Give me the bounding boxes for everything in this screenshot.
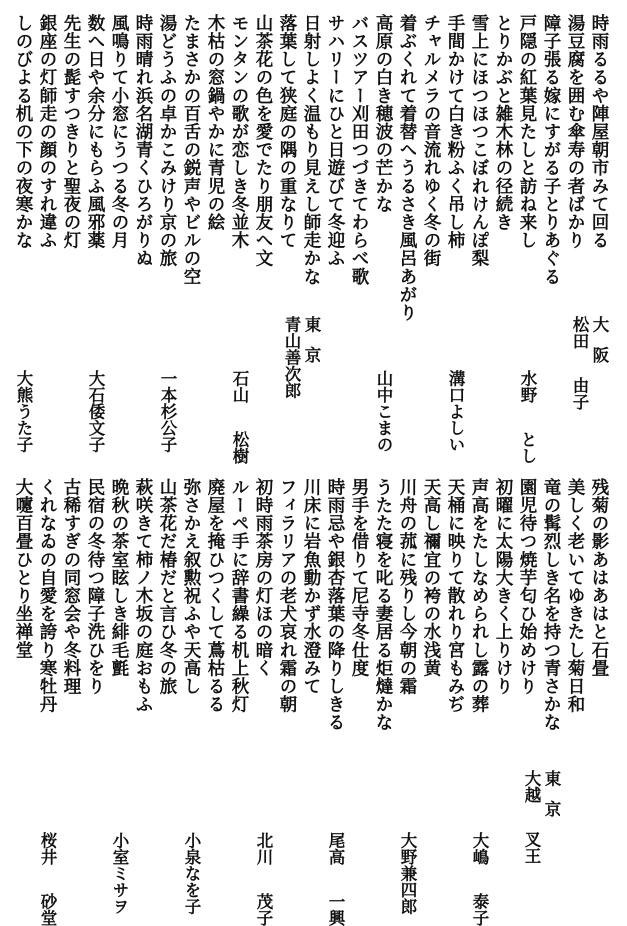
- author-name: 石山松樹: [230, 370, 249, 464]
- haiku-line: 銀座の灯師走の顔のすれ違ふ: [37, 14, 57, 250]
- haiku-line: モンタンの歌が恋しき冬並木: [229, 14, 249, 250]
- author-credit: [325, 832, 345, 926]
- haiku-line: 弥さかえ叙勲祝ふや天高し: [181, 478, 201, 696]
- author-credit: [37, 832, 57, 926]
- haiku-line: 残菊の影あはあはと石畳: [589, 478, 609, 678]
- haiku-line: 手間かけて白き粉ふく吊し柿: [445, 14, 465, 250]
- haiku-line: 園児待つ焼芋匂ひ始めけり: [517, 478, 537, 696]
- author-credit: [229, 370, 249, 464]
- haiku-line: 風鳴りて小窓にうつる冬の月: [109, 14, 129, 250]
- haiku-line: 時雨晴れ浜名湖青くひろがりぬ: [133, 14, 153, 268]
- author-credit: [517, 370, 537, 464]
- author-name: 大熊うた子: [14, 370, 33, 453]
- author-name: 小室ミサヲ: [110, 832, 129, 915]
- haiku-line: 湯どうふの卓かこみけり京の旅: [157, 14, 177, 268]
- haiku-line: 日射しよく温もり見えし師走かな: [301, 14, 321, 286]
- author-name: 山中こまの: [374, 370, 393, 453]
- haiku-line: 廃屋を掩ひつくして蔦枯るる: [205, 478, 225, 714]
- author-name: 松田由子: [570, 316, 589, 410]
- haiku-line: 障子張る嫁にすがる子とりあぐる: [541, 14, 561, 286]
- author-credit: [281, 316, 321, 399]
- bottom-section: [0, 462, 627, 925]
- author-credit: [445, 370, 465, 453]
- haiku-line: うたた寝を叱る妻居る炬燵かな: [373, 478, 393, 732]
- haiku-line: フィラリアの老犬哀れ霜の朝: [277, 478, 297, 714]
- haiku-line: 竜の髯烈しき名を持つ青さかな: [541, 478, 561, 732]
- haiku-line: 湯豆腐を囲む傘寿の者ばかり: [565, 14, 585, 250]
- author-credit: [397, 832, 417, 915]
- author-location: 東京: [302, 316, 321, 377]
- author-name: 一本杉公子: [158, 370, 177, 453]
- haiku-line: サハリーにひと日遊びて冬迎ふ: [325, 14, 345, 268]
- haiku-line: 先生の髭すつきりと聖夜の灯: [61, 14, 81, 250]
- haiku-line: 川舟の菰に残りし今朝の霜: [397, 478, 417, 696]
- haiku-line: 時雨るるや陣屋朝市みて回る: [589, 14, 609, 250]
- haiku-line: チャルメラの音流れゆく冬の街: [421, 14, 441, 268]
- haiku-line: たまさかの百舌の鋭声やビルの空: [181, 14, 201, 286]
- haiku-line: 晩秋の茶室眩しき緋毛氈: [109, 478, 129, 678]
- haiku-line: バスツアー刈田つづきてわらべ歌: [349, 14, 369, 286]
- haiku-line: 数へ日や余分にもらふ風邪薬: [85, 14, 105, 250]
- haiku-line: 男手を借りて尼寺冬仕度: [349, 478, 369, 678]
- haiku-line: ルーペ手に辞書繰る机上秋灯: [229, 478, 249, 714]
- author-name: 大越叉王: [522, 770, 541, 864]
- haiku-line: 声高をたしなめられし露の葬: [469, 478, 489, 714]
- author-credit: [85, 370, 105, 453]
- author-credit: [569, 316, 609, 410]
- author-name: 大嶋泰子: [470, 832, 489, 926]
- author-name: 大野兼四郎: [398, 832, 417, 915]
- author-credit: [373, 370, 393, 453]
- haiku-line: 大嚔百畳ひとり坐禅堂: [13, 478, 33, 659]
- haiku-line: 高原の白き穂波の芒かな: [373, 14, 393, 214]
- haiku-line: 山茶花だ椿だと言ひ冬の旅: [157, 478, 177, 696]
- haiku-line: しのびよる机の下の夜寒かな: [13, 14, 33, 250]
- author-credit: [181, 832, 201, 915]
- haiku-line: 天高し禰宜の袴の水浅黄: [421, 478, 441, 678]
- haiku-line: 雪上にほつほつこぼれけんぽ梨: [469, 14, 489, 268]
- haiku-line: 川床に岩魚動かず水澄みて: [301, 478, 321, 696]
- author-name: 尾高一興: [326, 832, 345, 926]
- author-credit: [521, 770, 561, 864]
- author-credit: [13, 370, 33, 453]
- haiku-line: 時雨忌や銀杏落葉の降りしきる: [325, 478, 345, 732]
- top-section: [0, 0, 627, 462]
- author-credit: [157, 370, 177, 453]
- haiku-line: とりかぶと雑木林の径続き: [493, 14, 513, 232]
- haiku-line: 古稀すぎの同窓会や冬料理: [61, 478, 81, 696]
- author-name: 北川茂子: [254, 832, 273, 926]
- author-name: 桜井砂堂: [38, 832, 57, 926]
- haiku-line: 初時雨茶房の灯ほの暗く: [253, 478, 273, 678]
- haiku-line: 着ぶくれて着替へうるさき風呂あがり: [397, 14, 417, 322]
- author-name: 青山善次郎: [282, 316, 301, 399]
- haiku-line: 萩咲きて柿ノ木坂の庭おもふ: [133, 478, 153, 714]
- haiku-line: 初曜に太陽大きく上りけり: [493, 478, 513, 696]
- haiku-line: 木枯の窓鍋やかに青児の絵: [205, 14, 225, 232]
- author-credit: [109, 832, 129, 915]
- haiku-line: 山茶花の色を愛でたり朋友へ文: [253, 14, 273, 268]
- author-credit: [253, 832, 273, 926]
- author-name: 大石倭文子: [86, 370, 105, 453]
- author-location: 東京: [542, 770, 561, 831]
- author-name: 水野とし: [518, 370, 537, 464]
- author-name: 溝口よしい: [446, 370, 465, 453]
- haiku-line: 天桶に映りて散れり宮もみぢ: [445, 478, 465, 714]
- haiku-line: 民宿の冬待つ障子洗ひをり: [85, 478, 105, 696]
- haiku-line: 戸隠の紅葉見たしと訪ね来し: [517, 14, 537, 250]
- author-location: 大阪: [590, 316, 609, 377]
- author-name: 小泉なを子: [182, 832, 201, 915]
- author-credit: [469, 832, 489, 926]
- haiku-line: 落葉して狭庭の隅の重なりて: [277, 14, 297, 250]
- haiku-line: 美しく老いてゆきたし菊日和: [565, 478, 585, 714]
- haiku-line: くれなゐの自愛を誇り寒牡丹: [37, 478, 57, 714]
